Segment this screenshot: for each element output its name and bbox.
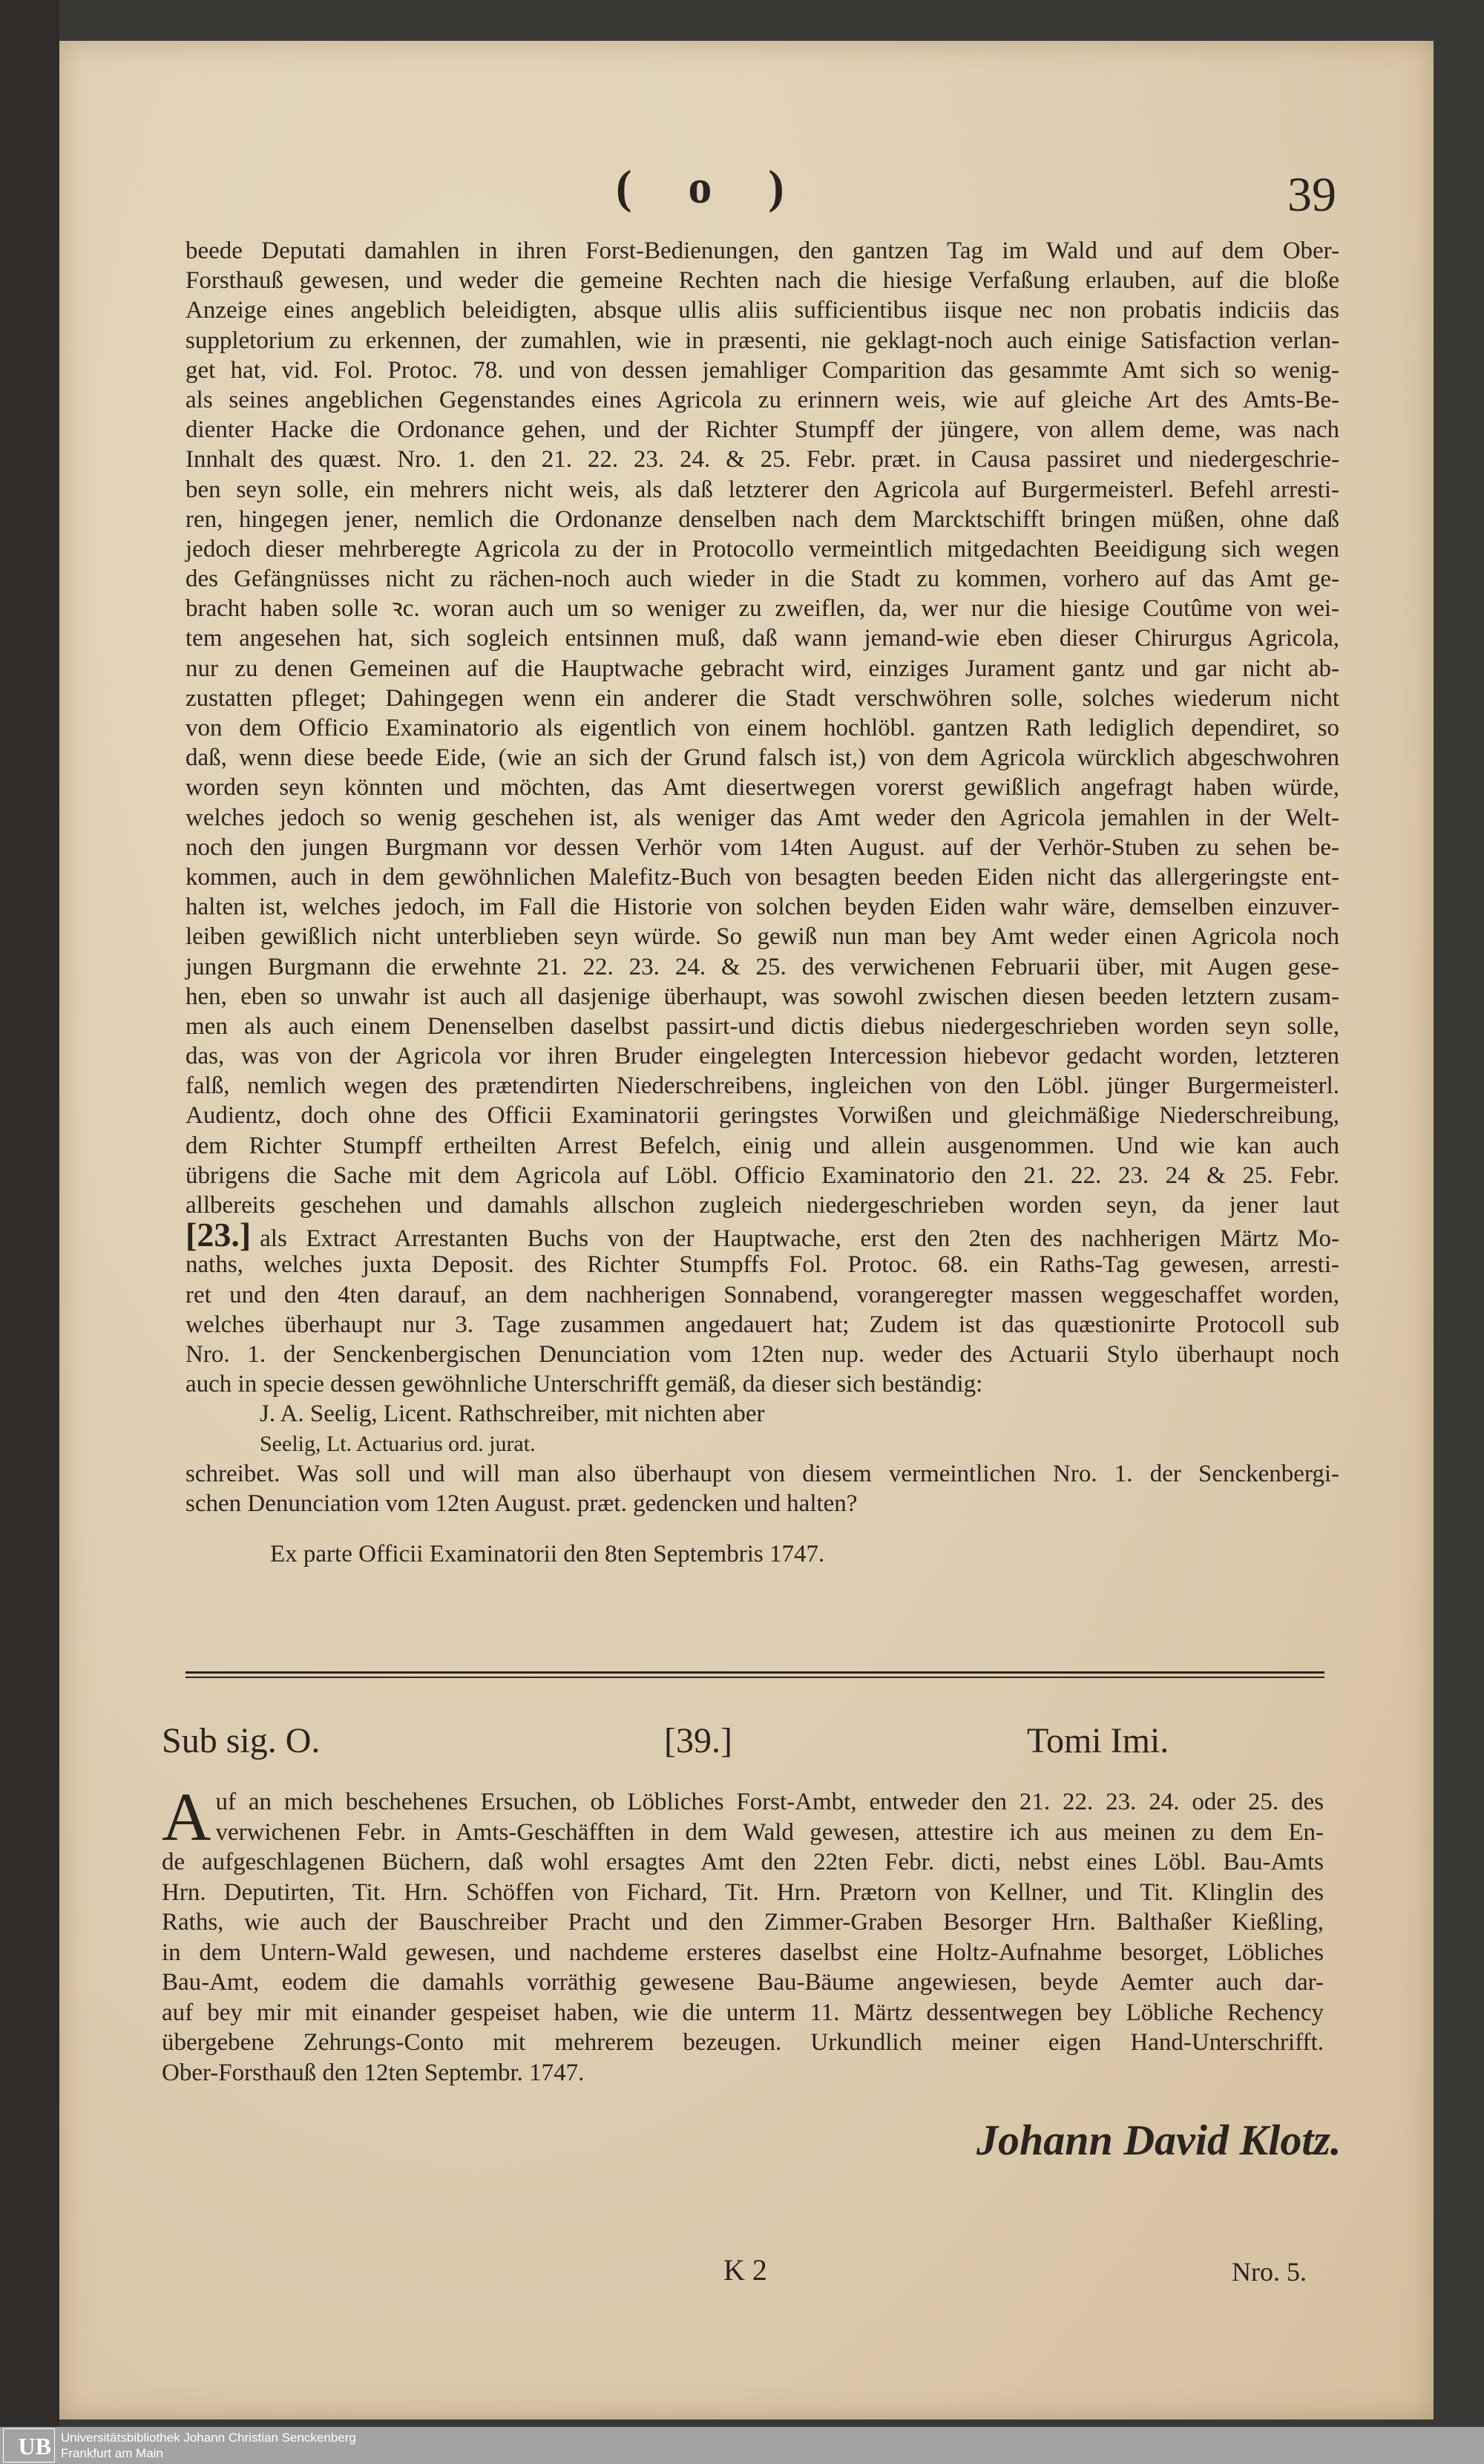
text-line: auch in specie dessen gewöhnliche Unterschrifft gemäß, da dieser sich beständig: [186,1371,983,1398]
library-footer-bar [0,2427,1484,2464]
text-line: men als auch einem Denenselben daselbst passirt-und dictis diebus niedergeschrieben worden seyn solle, [186,1012,1339,1040]
text-line: bracht haben solle ꝛc. woran auch um so weniger zu zweiflen, da, wer nur die hiesige Coutûme von wei- [186,595,1339,623]
closing-date-line: Ex parte Officii Examinatorii den 8ten Septembris 1747. [270,1541,825,1568]
library-name: Universitätsbibliothek Johann Christian Senckenberg [61,2431,356,2445]
text-line-content: als Extract Arrestanten Buchs von der Hauptwache, erst den 2ten des nachherigen Märtz Mo- [260,1225,1339,1253]
text-line: Ober-Forsthauß den 12ten Septembr. 1747. [162,2059,585,2086]
text-line: schen Denunciation vom 12ten August. præt. gedencken und halten? [186,1490,858,1517]
text-line: in dem Untern-Wald gewesen, und nachdeme ersteres daselbst eine Holtz-Aufnahme besorget, Löbliches [162,1939,1324,1966]
text-line: übrigens die Sache mit dem Agricola auf Löbl. Officio Examinatorio den 21. 22. 23. 24 & 25. Febr. [186,1161,1339,1189]
sub-sig-label: Sub sig. O. [162,1721,321,1760]
page-number: 39 [1287,168,1336,222]
text-line: noch den jungen Burgmann vor dessen Verhör vom 14ten August. auf der Verhör-Stuben zu sehen be- [186,833,1339,861]
ub-logo-icon: UB [3,2428,55,2463]
text-line: Bau-Amt, eodem die damahls vorräthig gewesene Bau-Bäume angewiesen, beyde Aemter auch dar- [162,1969,1324,1996]
attestation-text [162,1779,1324,2088]
text-line: Nro. 1. der Senckenbergischen Denunciation vom 12ten nup. weder des Actuarii Stylo überhaupt noch [186,1340,1339,1368]
library-city: Frankfurt am Main [61,2446,163,2460]
document-number: [39.] [664,1721,732,1760]
signature-mark: K 2 [723,2253,767,2287]
text-line: daß, wenn diese beede Eide, (wie an sich der Grund falsch ist,) von dem Agricola würcklich abgeschwohren [186,744,1339,772]
text-line: verwichenen Febr. in Amts-Geschäfften in dem Wald gewesen, attestire ich aus meinen zu dem En- [215,1818,1324,1846]
text-line: schreibet. Was soll und will man also überhaupt von diesem vermeintlichen Nro. 1. der Senckenbergi- [186,1460,1339,1487]
text-line: jungen Burgmann die erwehnte 21. 22. 23. 24. & 25. des verwichenen Februarii über, mit Augen gese- [186,953,1339,980]
text-line: falß, nemlich wegen des prætendirten Niederschreibens, ingleichen von den Löbl. jünger Burgermeisterl. [186,1072,1339,1100]
text-line: naths, welches juxta Deposit. des Richter Stumpffs Fol. Protoc. 68. ein Raths-Tag gewesen, arresti- [186,1251,1339,1279]
text-line: Anzeige eines angeblich beleidigten, absque ullis aliis sufficientibus iisque nec non probatis indiciis das [186,297,1339,324]
text-line: von dem Officio Examinatorio als eigentlich von einem hochlöbl. gantzen Rath lediglich dependiret, so [186,715,1339,741]
catchword-number: Nro. 5. [1232,2257,1307,2287]
text-line: welches jedoch so wenig geschehen ist, als weniger das Amt weder den Agricola jemahlen in der Welt- [186,804,1339,831]
text-line: des Gefängnüsses nicht zu rächen-noch auch wieder in die Stadt zu kommen, vorhero auf das Amt ge- [186,566,1339,593]
text-line: zustatten pfleget; Dahingegen wenn ein anderer die Stadt verschwöhren solle, solches wiederum nicht [186,684,1339,712]
text-line: übergebene Zehrungs-Conto mit mehrerem bezeugen. Urkundlich meiner eigen Hand-Unterschrifft. [162,2029,1324,2056]
text-line: ben seyn solle, ein mehrers nicht weis, als daß letzterer den Agricola auf Burgermeisterl. Befehl arresti- [186,476,1339,503]
text-line: ren, hingegen jener, nemlich die Ordonanze denselben nach dem Marcktschifft bringen müßen, ohne daß [186,505,1339,533]
signature-form-line: Seelig, Lt. Actuarius ord. jurat. [260,1431,536,1456]
signature: Johann David Klotz. [976,2116,1342,2164]
text-line: nur zu denen Gemeinen auf die Hauptwache gebracht wird, einziges Jurament gantz und gar nicht ab- [186,655,1339,682]
text-line: get hat, vid. Fol. Protoc. 78. und von dessen jemahliger Comparition das gesammte Amt sich so wenig- [186,356,1339,384]
text-line: als seines angeblichen Gegenstandes eines Agricola zu erinnern weis, wie auf gleiche Art des Amts-Be- [186,386,1339,413]
signature-form-line: J. A. Seelig, Licent. Rathschreiber, mit nichten aber [260,1400,765,1428]
drop-cap: A [162,1779,211,1855]
text-line: worden seyn könnten und möchten, das Amt diesertwegen vorerst gewißlich angefragt haben würde, [186,774,1339,802]
text-line: hen, eben so unwahr ist auch all dasjenige überhaupt, was sowohl zwischen diesen beeden letztern zusam- [186,983,1339,1010]
text-line: Innhalt des quæst. Nro. 1. den 21. 22. 23. 24. & 25. Febr. præt. in Causa passiret und niedergeschrie- [186,446,1339,474]
text-line: jedoch dieser mehrberegte Agricola zu der in Protocollo vermeintlich mitgedachten Beeidigung sich wegen [186,535,1339,563]
text-line: dem Richter Stumpff ertheilten Arrest Befelch, einig und allein ausgenommen. Und wie kan auch [186,1132,1339,1159]
section-divider [186,1671,1324,1678]
text-line: leiben gewißlich nicht unterblieben seyn würde. So gewiß nun man bey Amt weder einen Agricola noch [186,923,1339,951]
text-line: uf an mich beschehenes Ersuchen, ob Löbliches Forst-Ambt, entweder den 21. 22. 23. 24. oder 25. des [215,1789,1324,1815]
text-line: dienter Hacke die Ordonance gehen, und der Richter Stumpff der jüngere, von allem deme, was nach [186,416,1339,444]
text-line: kommen, auch in dem gewöhnlichen Malefitz-Buch von besagten beeden Eiden nicht das allergeringste ent- [186,863,1339,891]
text-line: beede Deputati damahlen in ihren Forst-Bedienungen, den gantzen Tag im Wald und auf dem Ober- [186,237,1339,264]
header-ornament: ( o ) [616,160,807,213]
margin-reference: [23.] [186,1216,252,1254]
text-line: das, was von der Agricola vor ihren Bruder eingelegten Intercession hiebevor gedacht worden, letzteren [186,1043,1339,1070]
tome-label: Tomi Imi. [1027,1721,1169,1760]
text-line [186,1216,1339,1254]
scan-background [0,0,59,2427]
text-line: Audientz, doch ohne des Officii Examinatorii geringstes Vorwißen und gleichmäßige Niederschreibung, [186,1102,1339,1130]
text-line: halten ist, welches jedoch, im Fall die Historie von solchen beyden Eiden wahr wäre, demselben einzuver- [186,894,1339,921]
text-line: ret und den 4ten darauf, an dem nachherigen Sonnabend, vorangeregter massen weggeschaffet worden, [186,1281,1339,1308]
text-line: Raths, wie auch der Bauschreiber Pracht und den Zimmer-Graben Besorger Hrn. Balthaßer Kießling, [162,1909,1324,1936]
text-line: tem angesehen hat, sich sogleich entsinnen muß, daß wann jemand-wie eben dieser Chirurgus Agricola, [186,625,1339,652]
text-line: de aufgeschlagenen Büchern, daß wohl ersagtes Amt den 22ten Febr. dicti, nebst eines Löbl. Bau-Amts [162,1849,1324,1875]
text-line: auf bey mir mit einander gespeiset haben, wie die unterm 11. Märtz dessentwegen bey Löbliche Rechency [162,1999,1324,2026]
text-line: Forsthauß gewesen, und weder die gemeine Rechten nach die hiesige Verfaßung erlauben, auf die bloße [186,267,1339,295]
text-line: suppletorium zu erkennen, der zumahlen, wie in præsenti, nie geklagt-noch auch einige Satisfaction verlan- [186,327,1339,354]
main-text [186,236,1339,1569]
text-line: allbereits geschehen und damahls allschon zugleich niedergeschrieben worden seyn, da jener laut [186,1192,1339,1219]
text-line: Hrn. Deputirten, Tit. Hrn. Schöffen von Fichard, Tit. Hrn. Prætorn von Kellner, und Tit. Klinglin des [162,1878,1324,1906]
text-line: welches überhaupt nur 3. Tage zusammen angedauert hat; Zudem ist das quæstionirte Protocoll sub [186,1311,1339,1338]
